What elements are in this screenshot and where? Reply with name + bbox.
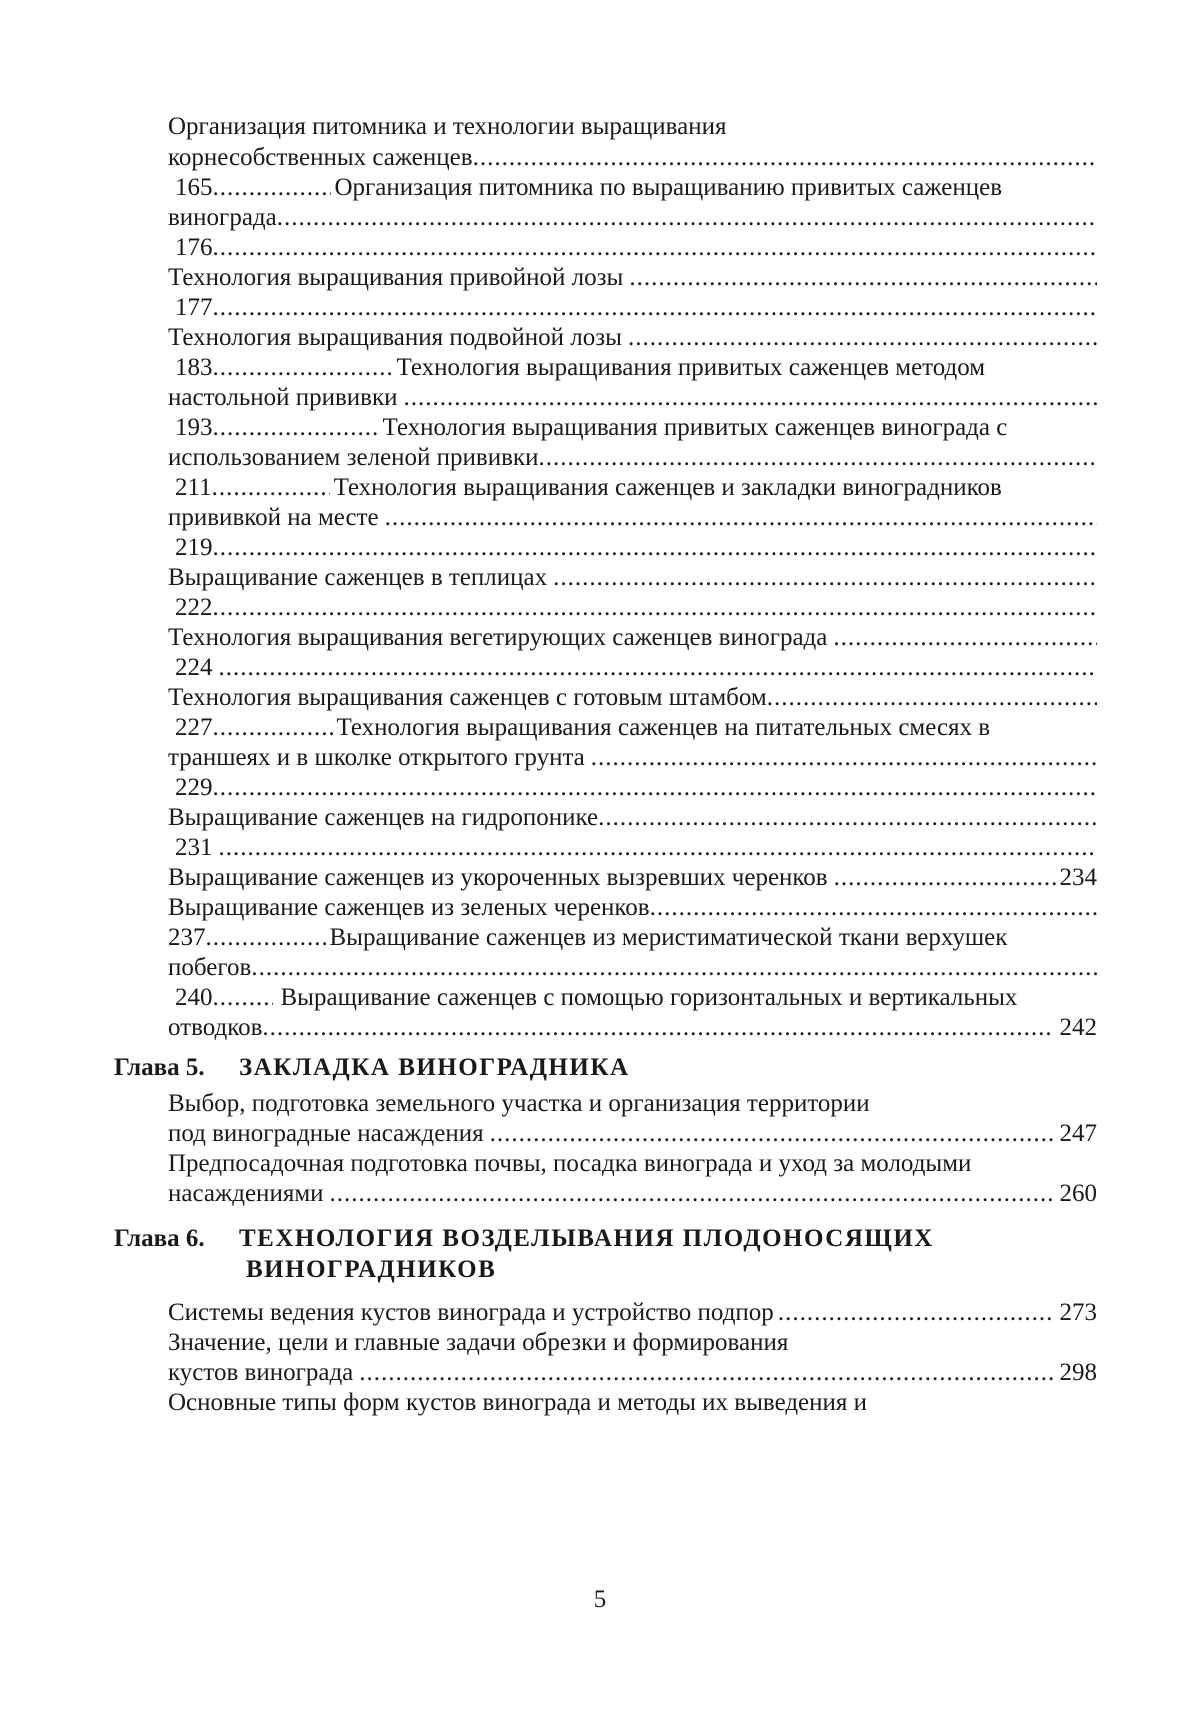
leader-dots — [379, 501, 1097, 535]
leader-dots — [213, 291, 1098, 325]
leader-dots — [547, 561, 1097, 595]
leader-dots — [213, 231, 1098, 265]
toc-line — [168, 621, 1097, 655]
leader-dots — [473, 141, 1097, 175]
toc-entry-title: Технология выращивания саженцев на питательных смесях в — [336, 714, 991, 741]
page-number: 5 — [593, 1586, 607, 1613]
toc-line — [168, 741, 1097, 775]
leader-dots — [213, 591, 1098, 625]
toc-page-ref: 247 — [1059, 1120, 1097, 1147]
toc-line — [168, 291, 1097, 325]
toc-entry-title: побегов — [168, 954, 252, 981]
toc-page-ref: 298 — [1059, 1359, 1097, 1386]
leader-dots — [650, 891, 1097, 925]
leader-dots — [538, 441, 1097, 475]
chapter-label: Глава 6. — [114, 1225, 205, 1252]
toc-line — [168, 891, 1097, 925]
toc-page-ref: 219 — [175, 534, 213, 561]
toc-page-ref: 183 — [175, 354, 213, 381]
toc-entry-title: Выращивание саженцев в теплицах — [168, 564, 548, 591]
toc-page-ref: 240 — [175, 984, 213, 1011]
toc-page-ref: 211 — [175, 474, 212, 501]
chapter-title: ТЕХНОЛОГИЯ ВОЗДЕЛЫВАНИЯ ПЛОДОНОСЯЩИХ — [239, 1225, 934, 1252]
toc-page-ref: 242 — [1059, 1014, 1097, 1041]
leader-dots — [213, 411, 381, 445]
toc-line — [168, 1087, 1097, 1121]
toc-line — [168, 951, 1097, 985]
toc-entry-title: корнесобственных саженцев — [168, 144, 473, 171]
toc-line — [168, 321, 1097, 355]
toc-line — [168, 110, 1097, 144]
toc-entry-title: насаждениями — [168, 1180, 324, 1207]
toc-line — [168, 771, 1097, 805]
chapter-heading — [114, 1222, 1104, 1256]
toc-entry-title: Выбор, подготовка земельного участка и организация территории — [168, 1090, 870, 1117]
leader-dots — [212, 471, 330, 505]
toc-line — [168, 1147, 1097, 1181]
toc-page-ref: 224 — [175, 654, 213, 681]
toc-entry-title: Технология выращивания вегетирующих саженцев винограда — [168, 624, 828, 651]
toc-entry-title: Организация питомника по выращиванию привитых саженцев — [334, 174, 1003, 201]
toc-line — [168, 561, 1097, 595]
toc-line — [168, 1386, 1097, 1420]
toc-entry-title: настольной прививки — [168, 384, 398, 411]
toc-page-ref: 231 — [175, 834, 213, 861]
chapter-heading — [114, 1051, 1104, 1085]
toc-line — [168, 681, 1097, 715]
leader-dots — [213, 831, 1098, 865]
toc-line — [168, 801, 1097, 835]
toc-line — [168, 591, 1097, 625]
toc-line — [168, 411, 1097, 445]
leader-dots — [324, 1177, 1054, 1211]
leader-dots — [213, 351, 391, 385]
toc-page-ref: 234 — [1059, 864, 1097, 891]
toc-page-ref: 237 — [168, 924, 206, 951]
toc-line — [168, 471, 1097, 505]
chapter-title: ЗАКЛАДКА ВИНОГРАДНИКА — [239, 1054, 630, 1081]
leader-dots — [213, 651, 1098, 685]
toc-line — [168, 441, 1097, 475]
toc-line — [168, 171, 1097, 205]
toc-line — [168, 981, 1097, 1015]
toc-page-ref: 273 — [1059, 1299, 1097, 1326]
toc-line — [168, 351, 1097, 385]
toc-entry-title: отводков — [168, 1014, 263, 1041]
toc-entry-title: Выращивание саженцев из меристиматической ткани верхушек — [329, 924, 1008, 951]
toc-entry-title: винограда — [168, 204, 277, 231]
toc-entry-title: Системы ведения кустов винограда и устройство подпор — [168, 1299, 774, 1326]
toc-entry-title: Предпосадочная подготовка почвы, посадка винограда и уход за молодыми — [168, 1150, 972, 1177]
toc-line — [168, 531, 1097, 565]
toc-line — [168, 141, 1097, 175]
toc-line — [168, 1177, 1097, 1211]
toc-entry-title: прививкой на месте — [168, 504, 379, 531]
toc-entry-title: Основные типы форм кустов винограда и методы их выведения и — [168, 1389, 868, 1416]
toc-page-ref: 229 — [175, 774, 213, 801]
leader-dots — [213, 981, 273, 1015]
toc-entry-title: кустов винограда — [168, 1359, 354, 1386]
toc-entry-title: Технология выращивания привитых саженцев винограда с — [382, 414, 1008, 441]
toc-entry-title: Технология выращивания саженцев с готовым штамбом — [168, 684, 767, 711]
toc-line — [168, 231, 1097, 265]
toc-line — [168, 861, 1097, 895]
leader-dots — [213, 771, 1098, 805]
toc-entry-title: Технология выращивания привитых саженцев методом — [396, 354, 986, 381]
toc-line — [168, 1117, 1097, 1151]
leader-dots — [277, 201, 1097, 235]
toc-line — [168, 651, 1097, 685]
toc-line — [168, 1296, 1097, 1330]
leader-dots — [213, 711, 333, 745]
toc-line — [168, 711, 1097, 745]
toc-page-ref: 222 — [175, 594, 213, 621]
toc-entry-title: использованием зеленой прививки — [168, 444, 539, 471]
toc-page-ref: 260 — [1059, 1180, 1097, 1207]
toc-line — [168, 921, 1097, 955]
leader-dots — [774, 1296, 1054, 1330]
toc-entry-title: траншеях и в школке открытого грунта — [168, 744, 585, 771]
leader-dots — [598, 801, 1097, 835]
leader-dots — [251, 951, 1097, 985]
leader-dots — [484, 1117, 1054, 1151]
toc-line — [168, 501, 1097, 535]
leader-dots — [206, 921, 328, 955]
toc-line — [168, 831, 1097, 865]
toc-line — [168, 1326, 1097, 1360]
leader-dots — [827, 621, 1097, 655]
toc-entry-title: под виноградные насаждения — [168, 1120, 484, 1147]
toc-entry-title: Выращивание саженцев с помощью горизонтальных и вертикальных — [280, 984, 1018, 1011]
toc-page-ref: 193 — [175, 414, 213, 441]
leader-dots — [213, 171, 331, 205]
leader-dots — [213, 531, 1098, 565]
toc-page-ref: 177 — [175, 294, 213, 321]
toc-page-ref: 165 — [175, 174, 213, 201]
leader-dots — [622, 321, 1097, 355]
toc-entry-title: Технология выращивания саженцев и закладки виноградников — [333, 474, 1002, 501]
leader-dots — [262, 1011, 1053, 1045]
chapter-label: Глава 5. — [114, 1054, 205, 1081]
leader-dots — [398, 381, 1098, 415]
toc-line — [168, 201, 1097, 235]
toc-entry-title: Выращивание саженцев из зеленых черенков — [168, 894, 650, 921]
leader-dots — [585, 741, 1097, 775]
leader-dots — [828, 861, 1058, 895]
toc-line — [168, 381, 1097, 415]
toc-line — [168, 1356, 1097, 1390]
toc-entry-title: Технология выращивания подвойной лозы — [168, 324, 622, 351]
toc-entry-title: Выращивание саженцев из укороченных вызревших черенков — [168, 864, 828, 891]
chapter-title-continued: ВИНОГРАДНИКОВ — [246, 1256, 497, 1283]
toc-entry-title: Выращивание саженцев на гидропонике — [168, 804, 599, 831]
toc-entry-title: Значение, цели и главные задачи обрезки и формирования — [168, 1329, 789, 1356]
toc-entry-title: Организация питомника и технологии выращивания — [168, 113, 727, 140]
leader-dots — [353, 1356, 1053, 1390]
toc-entry-title: Технология выращивания привойной лозы — [168, 264, 624, 291]
toc-page-ref: 227 — [175, 714, 213, 741]
toc-line — [168, 1011, 1097, 1045]
toc-line — [168, 261, 1097, 295]
leader-dots — [767, 681, 1097, 715]
toc-page-ref: 176 — [175, 234, 213, 261]
leader-dots — [623, 261, 1097, 295]
